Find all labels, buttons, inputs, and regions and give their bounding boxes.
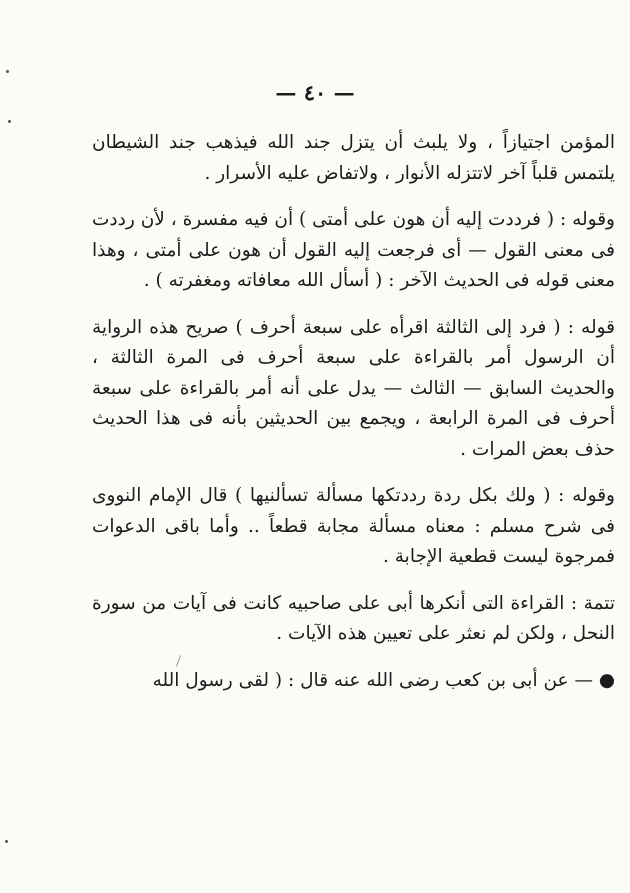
scan-speck: [6, 70, 9, 73]
paragraph: تتمة : القراءة التى أنكرها أبى على صاحبيه كانت فى آيات من سورة النحل ، ولكن لم نعثر على تعيين هذه الآيات .: [92, 592, 615, 645]
paragraph: وقوله : ( فرددت إليه أن هون على أمتى ) أن فيه مفسرة ، لأن رددت فى معنى القول — أى فرجعت إليه القول أن هون على أمتى ، وهذا معنى قوله فى الحديث الآخر : ( أسأل الله معافاته ومغفرته ) .: [92, 209, 615, 292]
paragraph: ● — عن أبى بن كعب رضى الله عنه قال : ( لقى رسول الله: [152, 669, 615, 691]
paragraph: قوله : ( فرد إلى الثالثة اقرأه على سبعة أحرف ) صريح هذه الرواية أن الرسول أمر بالقراءة على سبعة أحرف فى المرة الثالثة ، والحديث السابق — الثالث — يدل على أنه أمر بالقراءة على سبعة أحرف فى المرة الرابعة ، ويجمع بين الحديثين بأنه فى هذا الحديث حذف بعض المرات .: [92, 316, 615, 460]
scan-speck: [8, 120, 11, 123]
paragraph: المؤمن اجتيازاً ، ولا يلبث أن يتزل جند الله فيذهب جند الشيطان يلتمس قلباً آخر لاتتزله الأنوار ، ولاتفاض عليه الأسرار .: [92, 132, 615, 184]
paragraph: وقوله : ( ولك بكل ردة رددتكها مسألة تسألنيها ) قال الإمام النووى فى شرح مسلم : معناه مسألة مجابة قطعاً .. وأما باقى الدعوات فمرجوة ليست قطعية الإجابة .: [92, 485, 615, 568]
scan-speck: [5, 840, 8, 843]
page-body: [92, 128, 615, 696]
page-number: — ٤٠ —: [275, 80, 355, 105]
